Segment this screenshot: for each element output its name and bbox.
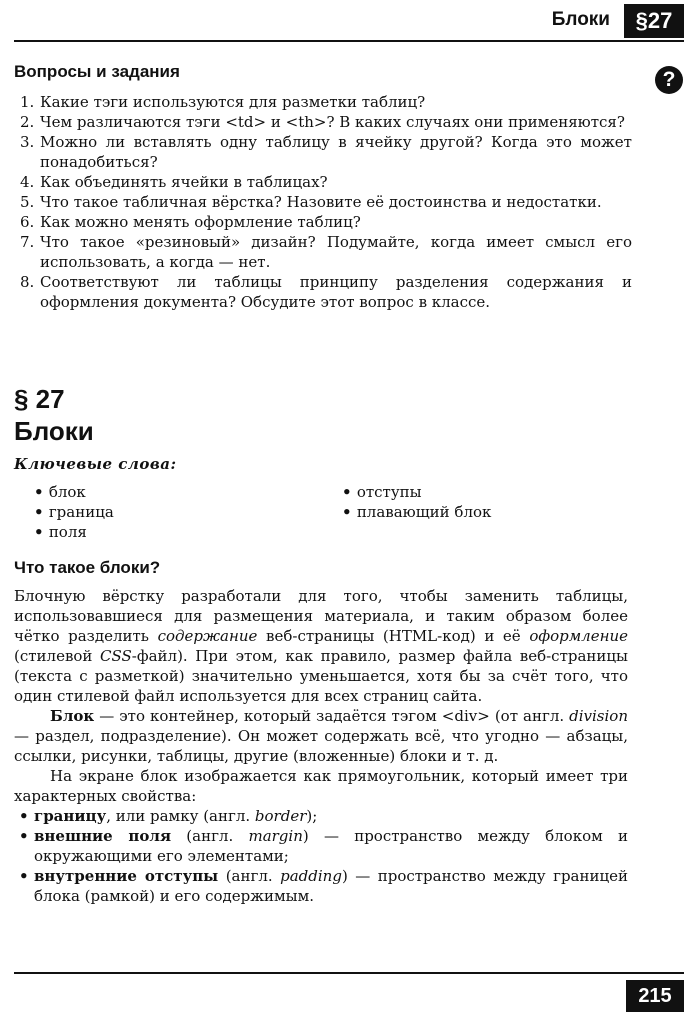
question-mark-icon: ? <box>655 66 683 94</box>
question-item <box>20 232 632 272</box>
section-title: Блоки <box>14 416 94 446</box>
question-item <box>20 112 632 132</box>
question-text: Как можно менять оформление таблиц? <box>40 213 361 231</box>
keyword-item: • поля <box>34 522 114 542</box>
body-text <box>14 586 628 906</box>
question-text: Чем различаются тэги <td> и <th>? В каких случаях они применяются? <box>40 113 625 131</box>
question-text: Что такое табличная вёрстка? Назовите её достоинства и недостатки. <box>40 193 602 211</box>
keyword-item: • плавающий блок <box>342 502 491 522</box>
question-number: 8. <box>20 273 35 291</box>
section-badge: §27 <box>624 4 684 38</box>
properties-list <box>14 806 628 906</box>
question-item <box>20 172 632 192</box>
question-number: 3. <box>20 133 35 151</box>
list-item: • границу, или рамку (англ. border); <box>14 806 628 826</box>
paragraph-1: Блочную вёрстку разработали для того, чтобы заменить таблицы, использовавшиеся для размещения материала, и таким образом более чётко разделить содержание веб-страницы (HTML-код) и её оформление (стилевой CSS-файл). При этом, как правило, размер файла веб-страницы (текста с разметкой) значительно уменьшается, хотя бы за счёт того, что один стилевой файл используется для всех страниц сайта. <box>14 587 628 705</box>
question-number: 1. <box>20 93 35 111</box>
subsection-heading: Что такое блоки? <box>14 558 161 577</box>
keywords-label: Ключевые слова: <box>14 455 177 473</box>
questions-heading: Вопросы и задания <box>14 62 180 81</box>
question-item <box>20 212 632 232</box>
question-number: 2. <box>20 113 35 131</box>
question-item <box>20 272 632 312</box>
question-number: 6. <box>20 213 35 231</box>
running-header <box>14 0 684 42</box>
question-number: 5. <box>20 193 35 211</box>
question-number: 7. <box>20 233 35 251</box>
keyword-item: • граница <box>34 502 114 522</box>
footer-rule <box>14 972 684 974</box>
question-item <box>20 92 632 112</box>
paragraph-3: На экране блок изображается как прямоугольник, который имеет три характерных свойства: <box>14 767 628 805</box>
page-number: 215 <box>626 980 684 1012</box>
question-text: Какие тэги используются для разметки таблиц? <box>40 93 426 111</box>
list-item: • внутренние отступы (англ. padding) — пространство между границей блока (рамкой) и его содержимым. <box>14 866 628 906</box>
question-text: Соответствуют ли таблицы принципу разделения содержания и оформления документа? Обсудите этот вопрос в классе. <box>40 273 632 311</box>
paragraph-2: Блок — это контейнер, который задаётся тэгом <div> (от англ. division — раздел, подразделение). Он может содержать всё, что угодно — абзацы, ссылки, рисунки, таблицы, другие (вложенные) блоки и т. д. <box>14 707 628 765</box>
keyword-item: • отступы <box>342 482 491 502</box>
question-text: Как объединять ячейки в таблицах? <box>40 173 328 191</box>
question-item <box>20 132 632 172</box>
question-number: 4. <box>20 173 35 191</box>
questions-list <box>20 92 632 312</box>
running-header-title: Блоки <box>551 9 610 30</box>
keywords-column-1 <box>34 482 114 542</box>
keyword-item: • блок <box>34 482 114 502</box>
section-number: § 27 <box>14 384 65 414</box>
question-text: Можно ли вставлять одну таблицу в ячейку другой? Когда это может понадобиться? <box>40 133 632 171</box>
list-item: • внешние поля (англ. margin) — пространство между блоком и окружающими его элементами; <box>14 826 628 866</box>
question-text: Что такое «резиновый» дизайн? Подумайте, когда имеет смысл его использовать, а когда — нет. <box>40 233 632 271</box>
question-item <box>20 192 632 212</box>
keywords-column-2 <box>342 482 491 522</box>
